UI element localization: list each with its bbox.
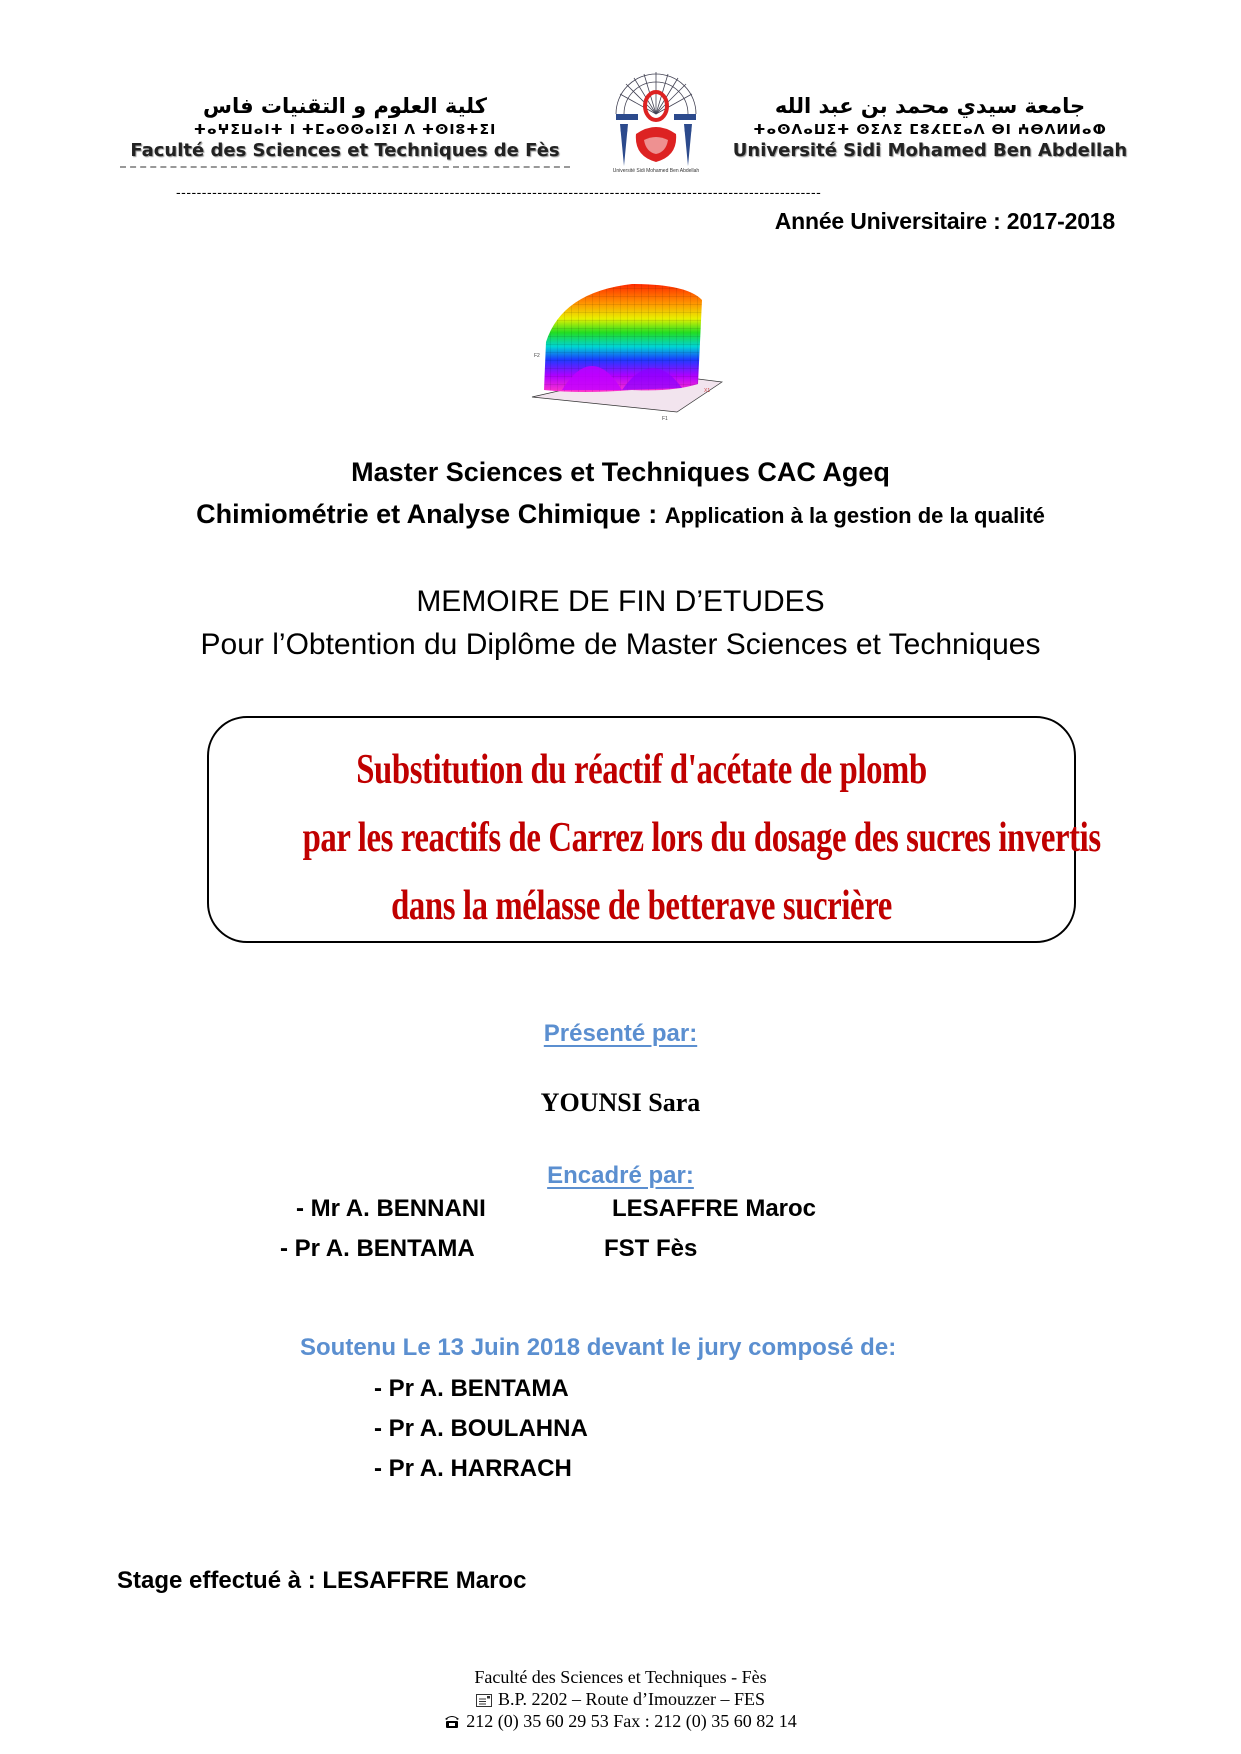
program-specialty-main: Chimiométrie et Analyse Chimique : bbox=[196, 499, 665, 529]
program-specialty-sub: Application à la gestion de la qualité bbox=[664, 503, 1045, 528]
defense-heading: Soutenu Le 13 Juin 2018 devant le jury composé de: bbox=[300, 1334, 897, 1361]
supervisor-organization: FST Fès bbox=[604, 1235, 698, 1262]
academic-year: Année Universitaire : 2017-2018 bbox=[774, 208, 1115, 234]
supervised-by-heading: Encadré par: bbox=[547, 1162, 694, 1189]
supervisor-organization: LESAFFRE Maroc bbox=[612, 1195, 817, 1222]
document-type: MEMOIRE DE FIN D’ETUDES bbox=[416, 585, 825, 618]
footer-address: B.P. 2202 – Route d’Imouzzer – FES bbox=[0, 1688, 1241, 1712]
jury-member: - Pr A. HARRACH bbox=[374, 1455, 572, 1482]
university-name-latin: Université Sidi Mohamed Ben Abdellah bbox=[732, 140, 1128, 161]
thesis-title bbox=[302, 736, 1101, 940]
header-separator: ----------------------------------------------------------------------------------------------------------------------------- bbox=[176, 184, 822, 198]
university-header bbox=[730, 92, 1130, 162]
university-crest-icon bbox=[606, 54, 706, 178]
footer-institution: Faculté des Sciences et Techniques - Fès bbox=[474, 1667, 767, 1687]
jury-member: - Pr A. BOULAHNA bbox=[374, 1415, 588, 1442]
faculty-name-latin: Faculté des Sciences et Techniques de Fès bbox=[130, 140, 560, 161]
header-underline bbox=[120, 166, 570, 174]
document-purpose: Pour l’Obtention du Diplôme de Master Sciences et Techniques bbox=[200, 628, 1041, 661]
supervisor-name: - Pr A. BENTAMA bbox=[280, 1235, 475, 1262]
mailbox-icon bbox=[476, 1690, 492, 1712]
program-name: Master Sciences et Techniques CAC Ageq bbox=[351, 457, 890, 487]
university-name-arabic: جامعة سيدي محمد بن عبد الله bbox=[774, 94, 1086, 118]
thesis-title-line: par les reactifs de Carrez lors du dosage des sucres invertis bbox=[302, 815, 1101, 861]
program-specialty bbox=[0, 499, 1241, 530]
thesis-title-line: dans la mélasse de betterave sucrière bbox=[391, 883, 892, 929]
author-name: YOUNSI Sara bbox=[540, 1088, 701, 1117]
footer-contact: 212 (0) 35 60 29 53 Fax : 212 (0) 35 60 82 14 bbox=[0, 1710, 1241, 1734]
supervisor-name: - Mr A. BENNANI bbox=[296, 1195, 486, 1222]
faculty-name-tifinagh: ⵜⴰⵖⵉⵡⴰⵏⵜ ⵏ ⵜⵎⴰⵙⵙⴰⵏⵉⵏ ⴷ ⵜⵙⵏⵓⵜⵉⵏ bbox=[193, 122, 497, 138]
jury-member: - Pr A. BENTAMA bbox=[374, 1375, 569, 1402]
internship-location: Stage effectué à : LESAFFRE Maroc bbox=[117, 1567, 527, 1594]
axis-label-x1: X1 bbox=[704, 388, 711, 394]
university-name-tifinagh: ⵜⴰⵙⴷⴰⵡⵉⵜ ⵙⵉⴷⵉ ⵎⵓⵃⵎⵎⴰⴷ ⴱⵏ ⵄⴱⴷⵍⵍⴰⵀ bbox=[753, 122, 1107, 138]
presented-by-heading: Présenté par: bbox=[543, 1020, 698, 1047]
thesis-title-line: Substitution du réactif d'acétate de plomb bbox=[356, 747, 927, 793]
axis-label-f2: F2 bbox=[534, 353, 540, 359]
crest-caption: Université Sidi Mohamed Ben Abdellah bbox=[612, 168, 700, 174]
faculty-name-arabic: كلية العلوم و التقنيات فاس bbox=[203, 94, 487, 118]
telephone-icon bbox=[444, 1712, 460, 1734]
faculty-header bbox=[110, 92, 580, 174]
response-surface-illustration bbox=[522, 272, 727, 422]
axis-label-f1: F1 bbox=[662, 416, 668, 422]
